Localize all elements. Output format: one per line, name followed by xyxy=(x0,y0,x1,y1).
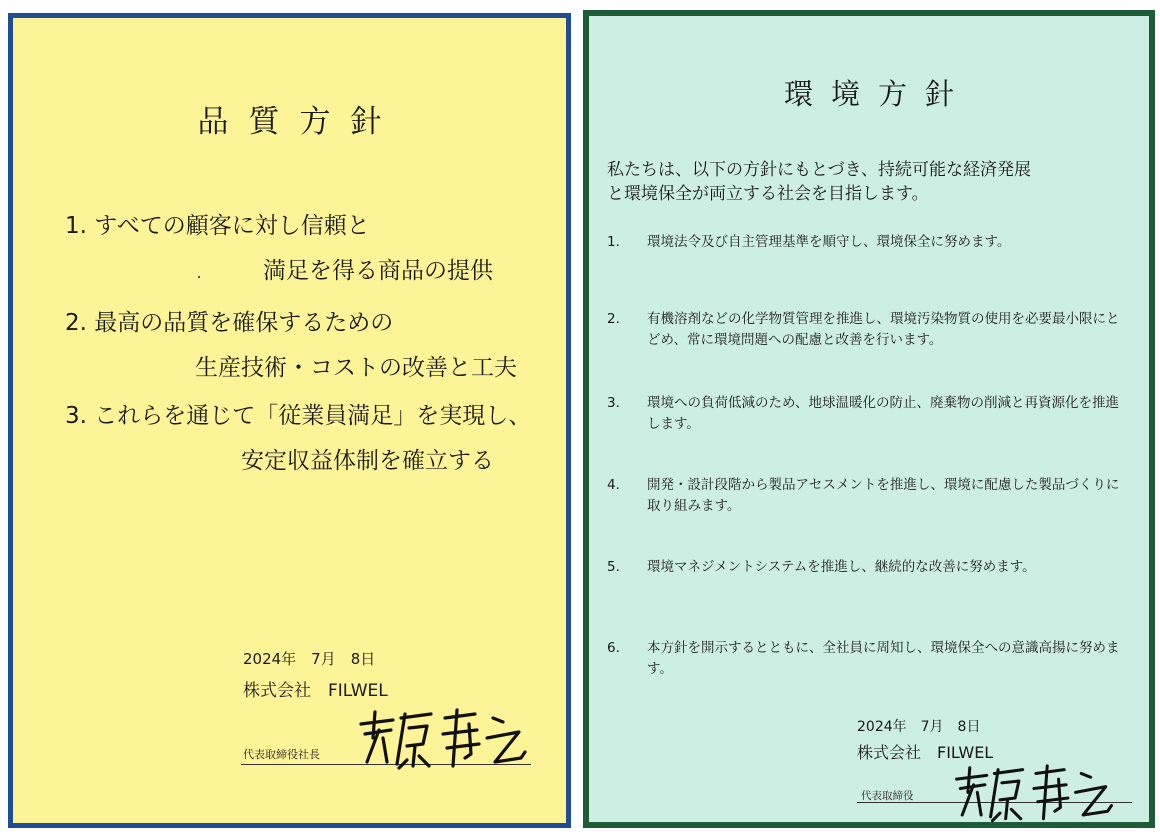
quality-item-line2: 生産技術・コストの改善と工夫 xyxy=(195,355,517,381)
quality-item-line1: 3. これらを通じて「従業員満足」を実現し、 xyxy=(65,403,532,429)
stray-dot xyxy=(198,276,200,278)
environment-representative-title: 代表取締役 xyxy=(861,790,914,802)
environment-intro-line: と環境保全が両立する社会を目指します。 xyxy=(607,184,929,204)
environment-item-text: 環境への負荷低減のため、地球温暖化の防止、廃棄物の削減と再資源化を推進します。 xyxy=(647,395,1119,432)
quality-item-line2: 満足を得る商品の提供 xyxy=(263,258,493,284)
environment-policy-panel xyxy=(583,10,1155,828)
quality-item-line1: 2. 最高の品質を確保するための xyxy=(65,310,394,336)
environment-item-number: 1. xyxy=(607,234,620,250)
quality-item-line2: 安定収益体制を確立する xyxy=(241,448,494,474)
environment-item-text: 有機溶剤などの化学物質管理を推進し、環境汚染物質の使用を必要最小限にとどめ、常に環境問題への配慮と改善を行います。 xyxy=(647,311,1120,348)
environment-item-number: 3. xyxy=(607,395,620,411)
environment-policy-title: 環境方針 xyxy=(783,77,972,111)
environment-item-number: 6. xyxy=(607,640,620,656)
handwritten-signature xyxy=(949,760,1119,836)
environment-item-text: 環境マネジメントシステムを推進し、継続的な改善に努めます。 xyxy=(647,559,1036,575)
environment-intro-line: 私たちは、以下の方針にもとづき、持続可能な経済発展 xyxy=(607,160,1031,180)
environment-company-name: 株式会社 FILWEL xyxy=(857,743,994,762)
handwritten-signature xyxy=(353,704,533,784)
environment-item-number: 2. xyxy=(607,311,620,327)
environment-item-text: 開発・設計段階から製品アセスメントを推進し、環境に配慮した製品づくりに取り組みます。 xyxy=(647,477,1120,514)
environment-item-number: 4. xyxy=(607,477,620,493)
quality-company-name: 株式会社 FILWEL xyxy=(243,681,388,701)
environment-intro xyxy=(607,158,1031,206)
quality-policy-panel xyxy=(8,13,571,828)
environment-item-text: 本方針を開示するとともに、全社員に周知し、環境保全への意識高揚に努めます。 xyxy=(647,640,1120,677)
environment-item-text: 環境法令及び自主管理基準を順守し、環境保全に努めます。 xyxy=(647,234,1011,250)
environment-date: 2024年 7月 8日 xyxy=(857,719,981,735)
quality-representative-title: 代表取締役社長 xyxy=(243,748,320,761)
quality-date: 2024年 7月 8日 xyxy=(243,650,376,668)
environment-item-number: 5. xyxy=(607,559,620,575)
quality-policy-title: 品質方針 xyxy=(197,104,402,140)
quality-item-line1: 1. すべての顧客に対し信頼と xyxy=(65,213,370,239)
